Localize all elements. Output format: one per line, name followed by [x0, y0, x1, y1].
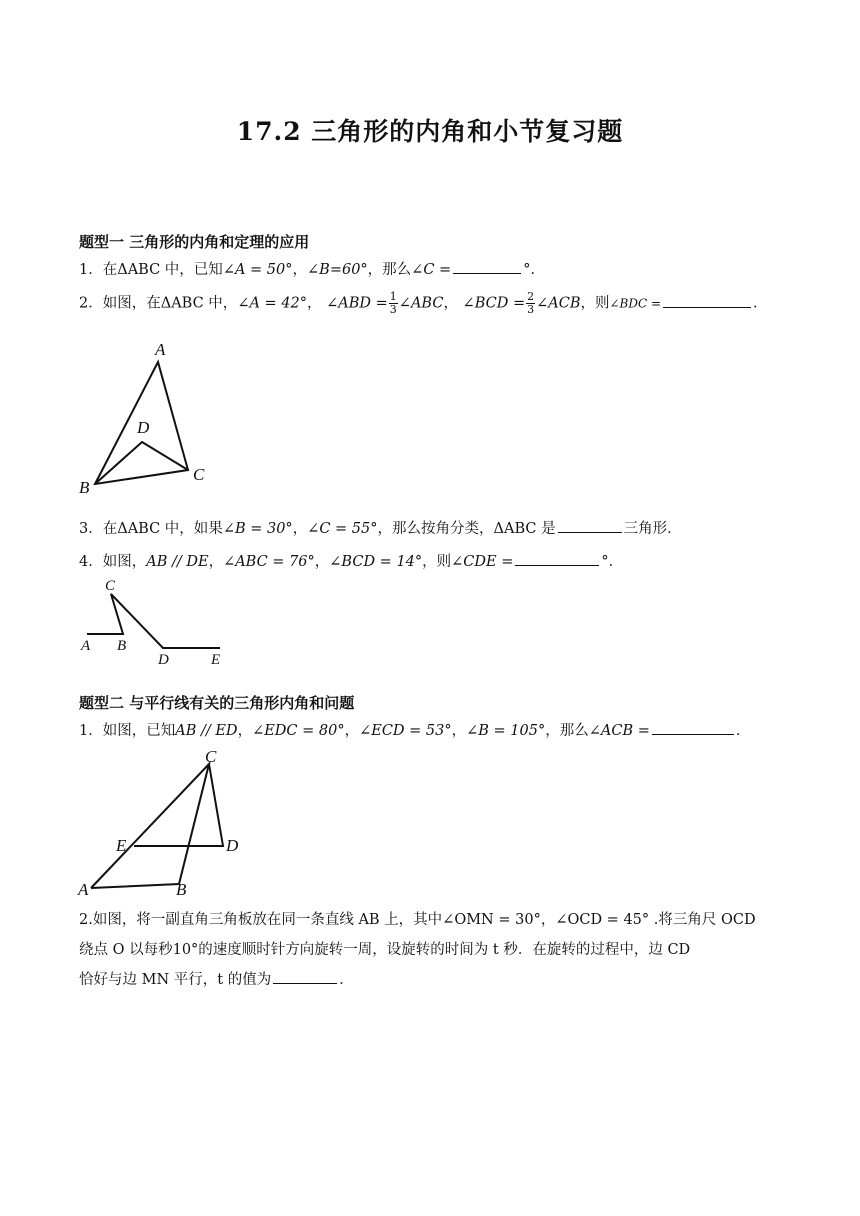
- question-number: 3．: [79, 521, 103, 537]
- figure-lines: [87, 594, 220, 648]
- vertex-label-a: A: [78, 880, 89, 899]
- question-1-1: [79, 259, 545, 280]
- parallel-expression: AB // DE: [146, 554, 209, 570]
- vertex-label-b: B: [176, 880, 187, 899]
- question-1-4: [79, 551, 623, 572]
- separator: ，: [237, 723, 253, 739]
- separator: ，: [344, 723, 360, 739]
- angle-expression: ∠ABC: [398, 295, 444, 312]
- angle-expression: ∠ABC = 76°: [223, 554, 315, 570]
- question-number: 4．: [79, 554, 103, 570]
- question-2-2: [79, 905, 784, 995]
- vertex-label-b: B: [79, 478, 90, 497]
- question-text: 如图，已知: [102, 723, 176, 739]
- question-number: 2．: [79, 295, 103, 312]
- question-text: 在ΔABC 中，如果: [102, 521, 223, 537]
- denominator: 3: [389, 303, 397, 316]
- answer-blank[interactable]: [652, 720, 734, 735]
- separator: ，: [451, 723, 467, 739]
- angle-expression: ∠BCD =: [462, 295, 526, 312]
- separator: ，: [292, 262, 308, 278]
- vertex-label-e: E: [211, 652, 221, 667]
- vertex-label-d: D: [137, 418, 150, 437]
- question-number: 1．: [79, 723, 103, 739]
- angle-expression: ∠B = 30°: [222, 521, 293, 537]
- answer-blank[interactable]: [558, 518, 622, 533]
- separator: ，: [314, 554, 330, 570]
- page-title: 17.2 三角形的内角和小节复习题: [236, 117, 624, 146]
- question-text: ，那么按角分类，ΔABC 是: [377, 521, 556, 537]
- question-text: 如图，在ΔABC 中，: [102, 295, 238, 312]
- vertex-label-c: C: [105, 578, 116, 594]
- numerator: 1: [389, 290, 397, 303]
- question-2-1: [79, 720, 750, 741]
- figure-parallel-lines-abcde: [75, 572, 235, 667]
- question-text: ，那么: [545, 723, 589, 739]
- separator: ，: [208, 554, 224, 570]
- vertex-label-e: E: [116, 836, 127, 855]
- answer-blank[interactable]: [273, 969, 337, 984]
- question-1-3: [79, 518, 682, 539]
- question-text: 恰好与边 MN 平行，t 的值为: [79, 972, 272, 988]
- vertex-label-d: D: [226, 836, 239, 855]
- angle-expression: ∠B = 105°: [466, 723, 546, 739]
- angle-expression: ∠ACB =: [588, 723, 650, 739]
- vertex-label-a: A: [155, 340, 166, 359]
- numerator: 2: [527, 290, 535, 303]
- vertex-label-c: C: [205, 747, 217, 766]
- question-text: ．: [753, 295, 768, 312]
- angle-expression: ∠BCD = 14°: [329, 554, 423, 570]
- vertex-label-b: B: [117, 638, 127, 654]
- question-text: ，则: [580, 295, 610, 312]
- angle-expression: ∠C =: [411, 262, 452, 278]
- question-1-2: [79, 291, 768, 316]
- vertex-label-d: D: [158, 652, 169, 667]
- angle-expression: ∠CDE =: [451, 554, 514, 570]
- angle-expression: ∠A = 42°: [237, 295, 308, 312]
- separator: ，: [443, 295, 458, 312]
- question-text: 三角形．: [623, 521, 682, 537]
- angle-expression: ∠ECD = 53°: [359, 723, 452, 739]
- vertex-label-a: A: [81, 638, 91, 654]
- section-heading-2: 题型二 与平行线有关的三角形内角和问题: [79, 694, 355, 712]
- answer-blank[interactable]: [663, 293, 751, 308]
- question-text: 在ΔABC 中，已知: [102, 262, 223, 278]
- denominator: 3: [527, 303, 535, 316]
- question-text: °．: [523, 262, 545, 278]
- figure-triangle-with-parallel: [75, 744, 255, 899]
- vertex-label-c: C: [193, 465, 205, 484]
- section-heading-1: 题型一 三角形的内角和定理的应用: [79, 233, 310, 251]
- angle-expression: ∠ABD =: [326, 295, 388, 312]
- parallel-expression: AB // ED: [175, 723, 238, 739]
- question-text: °．: [601, 554, 624, 570]
- answer-blank[interactable]: [453, 259, 521, 274]
- question-text: 如图，: [102, 554, 147, 570]
- angle-expression: ∠B=60°: [307, 262, 368, 278]
- separator: ，: [292, 521, 308, 537]
- question-text: ，则: [422, 554, 452, 570]
- question-text-line: [79, 965, 784, 995]
- question-text-line: 绕点 O 以每秒10°的速度顺时针方向旋转一周，设旋转的时间为 t 秒．在旋转的过程中，边 CD: [79, 942, 691, 958]
- question-number: 1．: [79, 262, 103, 278]
- fraction-two-thirds: [526, 291, 535, 316]
- separator: ，: [307, 295, 322, 312]
- question-text-line: 2.如图，将一副直角三角板放在同一条直线 AB 上，其中∠OMN = 30°，∠OCD = 45° .将三角尺 OCD: [79, 912, 756, 928]
- question-text: ．: [339, 972, 354, 988]
- angle-expression: ∠BDC =: [609, 296, 662, 311]
- question-text: ．: [735, 723, 751, 739]
- figure-lines: [91, 764, 223, 888]
- angle-expression: ∠C = 55°: [307, 521, 378, 537]
- question-text: ，那么: [367, 262, 412, 278]
- figure-triangle-abc-d: [75, 338, 215, 498]
- fraction-one-third: [389, 291, 398, 316]
- angle-expression: ∠ACB: [536, 295, 581, 312]
- answer-blank[interactable]: [515, 551, 599, 566]
- angle-expression: ∠EDC = 80°: [252, 723, 345, 739]
- angle-expression: ∠A = 50°: [222, 262, 293, 278]
